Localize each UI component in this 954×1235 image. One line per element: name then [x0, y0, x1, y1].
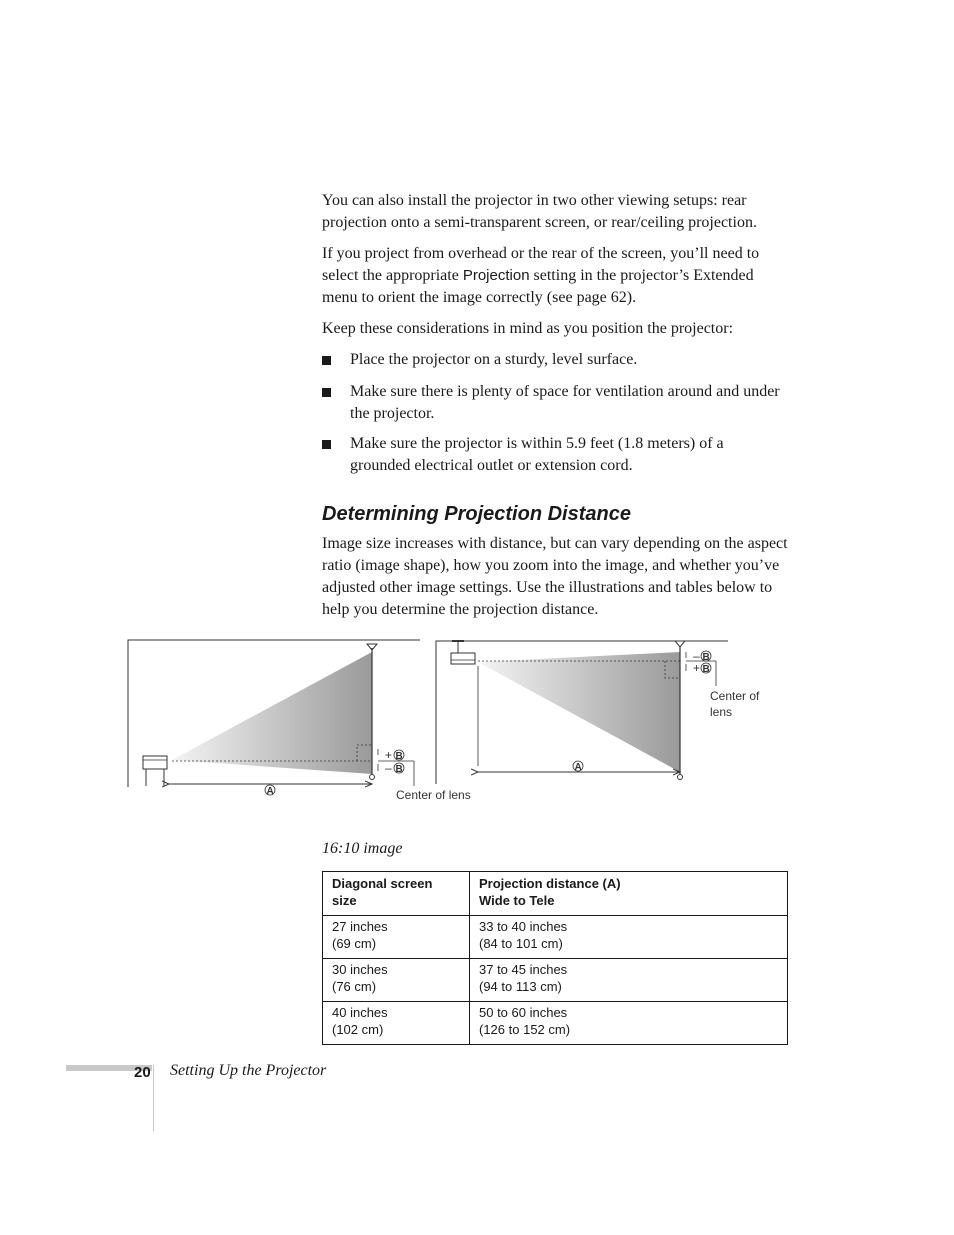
cell-size: 40 inches (102 cm): [323, 1002, 470, 1045]
header-projection-distance: [470, 872, 788, 916]
table-row: [323, 959, 788, 1002]
bullet-square-icon: [322, 356, 331, 365]
paragraph-text-after: setting in the projector’s Extended menu to orient the image correctly (see page 62).: [322, 267, 754, 306]
header-line: Wide to Tele: [479, 893, 555, 908]
label-b: B: [395, 751, 403, 762]
footer-rule: [153, 1065, 154, 1131]
center-of-lens-label: Center of: [710, 689, 760, 703]
minus-sign: –: [693, 649, 700, 663]
bullet-text: Make sure the projector is within 5.9 feet (1.8 meters) of a grounded electrical outlet or extension cord.: [350, 435, 724, 474]
ceiling-setup-diagram: [434, 636, 774, 786]
table-header-row: [323, 872, 788, 916]
table-setup-diagram: [126, 638, 471, 808]
label-b: B: [395, 764, 403, 775]
projection-setting-paragraph: [322, 243, 790, 309]
projection-distance-table: [322, 871, 788, 1045]
label-b: B: [702, 652, 710, 663]
center-of-lens-label: Center of lens: [396, 788, 471, 802]
cell-size: 27 inches (69 cm): [323, 916, 470, 959]
table-row: [323, 916, 788, 959]
label-a: A: [574, 762, 582, 773]
bullet-text: Make sure there is plenty of space for ventilation around and under the projector.: [350, 383, 780, 422]
bullet-item: [322, 381, 782, 425]
label-a: A: [266, 786, 274, 797]
considerations-paragraph: Keep these considerations in mind as you position the projector:: [322, 320, 734, 337]
plus-sign: +: [385, 748, 393, 762]
bullet-square-icon: [322, 440, 331, 449]
table-row: [323, 1002, 788, 1045]
paragraph-text-before: If you project from overhead or the rear of the screen, you’ll need to select the appropriate: [322, 245, 760, 284]
center-of-lens-label: lens: [710, 705, 733, 719]
header-line: Diagonal screen: [332, 876, 433, 891]
cell-distance: 33 to 40 inches (84 to 101 cm): [470, 916, 788, 959]
cell-size: 30 inches (76 cm): [323, 959, 470, 1002]
bullet-item: [322, 433, 782, 477]
bullet-text: Place the projector on a sturdy, level surface.: [350, 351, 638, 368]
projection-setting-name: Projection: [462, 267, 530, 284]
projection-beam: [172, 652, 372, 774]
running-head: Setting Up the Projector: [170, 1062, 327, 1079]
projection-beam: [478, 652, 680, 772]
section-heading: Determining Projection Distance: [322, 503, 631, 525]
plus-sign: +: [693, 661, 701, 675]
intro-paragraph: You can also install the projector in two other viewing setups: rear projection onto a semi-transparent screen, or rear/ceiling projection.: [322, 192, 757, 231]
header-line: Projection distance (A): [479, 876, 621, 891]
table-caption: 16:10 image: [322, 840, 403, 857]
projector-icon: [143, 756, 167, 786]
bullet-item: [322, 349, 782, 371]
header-line: size: [332, 893, 357, 908]
minus-sign: –: [385, 761, 392, 775]
section-body: Image size increases with distance, but can vary depending on the aspect ratio (image shape), how you zoom into the image, and whether you’ve adjusted other image settings. Use the illustrations and tables below to help you determine the projection distance.: [322, 535, 788, 618]
cell-distance: 37 to 45 inches (94 to 113 cm): [470, 959, 788, 1002]
label-b: B: [702, 664, 710, 675]
header-screen-size: [323, 872, 470, 916]
cell-distance: 50 to 60 inches (126 to 152 cm): [470, 1002, 788, 1045]
page-number: 20: [134, 1064, 151, 1081]
bullet-square-icon: [322, 388, 331, 397]
projector-icon: [451, 641, 475, 664]
